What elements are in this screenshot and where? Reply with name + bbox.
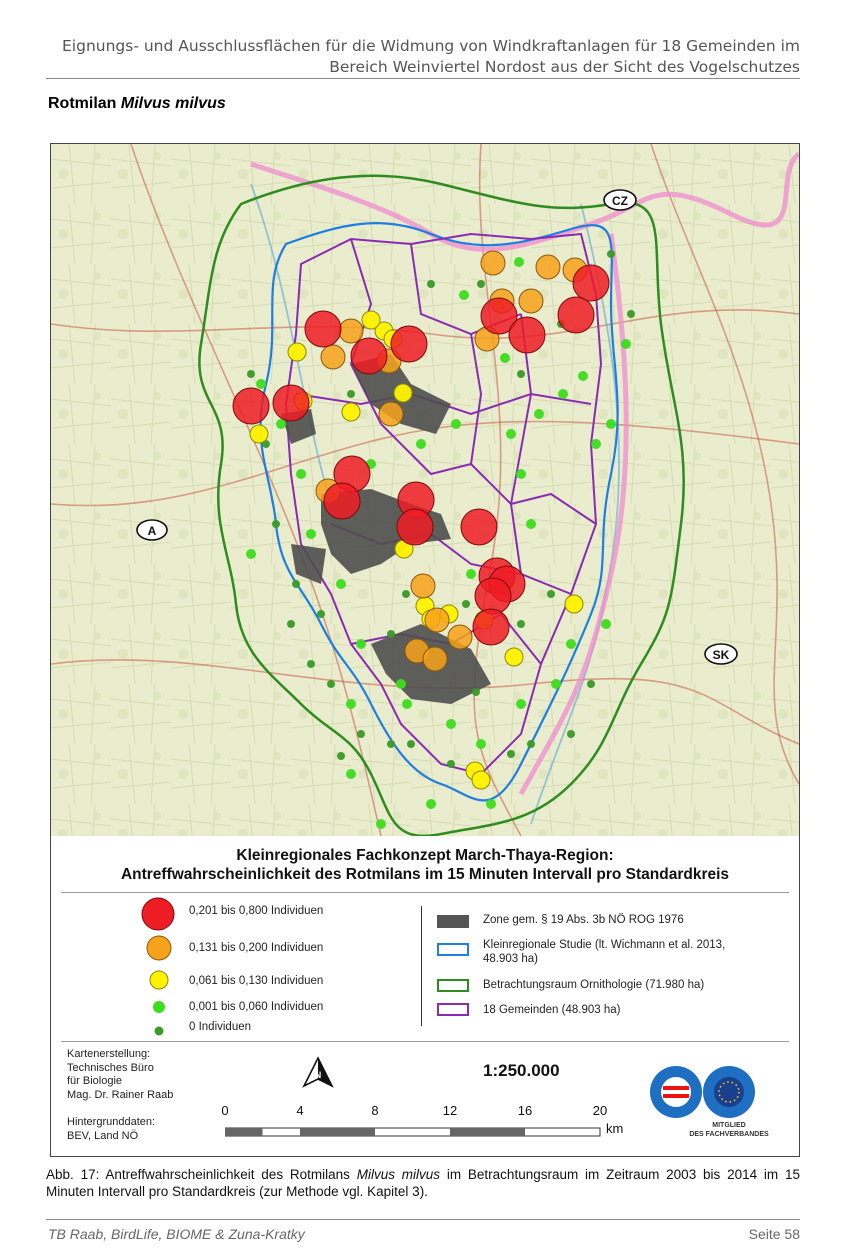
observation-point: [396, 679, 406, 689]
logo-caption: [679, 1122, 779, 1139]
caption-part-2: im Betrachtungsraum im Zeitraum 2003 bis 2014 im 15 Minuten Intervall pro Standardkreis (zur Methode vgl. Kapitel 3).: [46, 1167, 800, 1199]
observation-point: [247, 370, 255, 378]
observation-point: [627, 310, 635, 318]
observation-point: [534, 409, 544, 419]
observation-point: [461, 509, 497, 545]
observation-point: [233, 388, 269, 424]
legend-label-class-4: 0,001 bis 0,060 Individuen: [189, 1001, 324, 1013]
map-canvas: [51, 144, 799, 836]
observation-point: [601, 619, 611, 629]
country-badge-sk: [705, 644, 737, 664]
header-divider: [46, 78, 800, 79]
section-title: [48, 95, 226, 113]
observation-point: [591, 439, 601, 449]
map-credit: [67, 1048, 173, 1102]
north-arrow-icon: [301, 1056, 335, 1095]
observation-point: [526, 519, 536, 529]
observation-point: [517, 370, 525, 378]
section-title-plain: Rotmilan: [48, 95, 121, 112]
scale-unit: km: [606, 1121, 624, 1136]
legend-title: [51, 846, 799, 884]
observation-point: [356, 639, 366, 649]
observation-point: [327, 680, 335, 688]
legend-symbol-dark-green: [154, 1023, 164, 1041]
observation-point: [425, 608, 449, 632]
country-badge-cz: [604, 190, 636, 210]
legend-divider: [61, 892, 789, 893]
observation-point: [567, 730, 575, 738]
observation-point: [346, 769, 356, 779]
legend-footer-divider: [61, 1041, 789, 1042]
observation-point: [250, 425, 268, 443]
legend-label-class-5: 0 Individuen: [189, 1021, 252, 1033]
observation-point: [516, 469, 526, 479]
observation-point: [547, 590, 555, 598]
observation-point: [336, 579, 346, 589]
observation-point: [606, 419, 616, 429]
observation-point: [402, 590, 410, 598]
observation-point: [423, 647, 447, 671]
observation-point: [273, 385, 309, 421]
legend-swatch-zone: [437, 915, 469, 928]
observation-point: [578, 371, 588, 381]
observation-point: [607, 250, 615, 258]
observation-point: [317, 610, 325, 618]
scale-tick-8: 8: [371, 1103, 379, 1118]
map-svg: [51, 144, 799, 836]
legend-symbol-light-green: [152, 1000, 166, 1019]
observation-point: [324, 483, 360, 519]
legend-label-gemeinden: 18 Gemeinden (48.903 ha): [483, 1004, 621, 1016]
scale-tick-20: 20: [592, 1103, 608, 1118]
observation-point: [587, 680, 595, 688]
figure-caption: [46, 1166, 800, 1200]
observation-point: [500, 353, 510, 363]
observation-point: [514, 257, 524, 267]
logo-caption-line-2: DES FACHVERBANDES: [689, 1130, 769, 1138]
scale-ratio: 1:250.000: [483, 1061, 560, 1080]
credit-line-3: für Biologie: [67, 1075, 123, 1087]
observation-point: [387, 740, 395, 748]
observation-point: [566, 639, 576, 649]
scale-tick-4: 4: [296, 1103, 304, 1118]
observation-point: [337, 752, 345, 760]
observation-point: [517, 620, 525, 628]
footer-authors: TB Raab, BirdLife, BIOME & Zuna-Kratky: [48, 1226, 305, 1242]
legend-swatch-betrachtungsraum: [437, 979, 469, 992]
observation-point: [426, 799, 436, 809]
legend-title-line-1: Kleinregionales Fachkonzept March-Thaya-Region:: [236, 847, 614, 864]
observation-point: [509, 317, 545, 353]
observation-point: [272, 520, 280, 528]
observation-point: [296, 469, 306, 479]
legend-swatch-gemeinden: [437, 1003, 469, 1016]
header-line-1: Eignungs- und Ausschlussflächen für die Widmung von Windkraftanlagen für 18 Gemeinden im: [62, 37, 800, 55]
legend-label-class-2: 0,131 bis 0,200 Individuen: [189, 942, 324, 954]
observation-point: [451, 419, 461, 429]
legend-symbol-orange: [146, 935, 172, 966]
observation-point: [407, 740, 415, 748]
scale-tick-0: 0: [221, 1103, 229, 1118]
observation-point: [527, 740, 535, 748]
observation-point: [447, 760, 455, 768]
observation-point: [462, 600, 470, 608]
legend-title-line-2: Antreffwahrscheinlichkeit des Rotmilans im 15 Minuten Intervall pro Standardkreis: [120, 866, 730, 883]
observation-point: [476, 739, 486, 749]
observation-point: [621, 339, 631, 349]
section-title-species: Milvus milvus: [120, 95, 226, 112]
caption-species: Milvus milvus: [356, 1167, 441, 1182]
credit-line-2: Technisches Büro: [67, 1061, 154, 1074]
legend-label-class-3: 0,061 bis 0,130 Individuen: [189, 975, 324, 987]
legend-symbol-red: [140, 896, 176, 937]
observation-point: [473, 609, 509, 645]
observation-point: [505, 648, 523, 666]
observation-point: [256, 379, 266, 389]
footer-page-number: Seite 58: [748, 1226, 800, 1242]
observation-point: [292, 580, 300, 588]
header-line-2: Bereich Weinviertel Nordost aus der Sicht des Vogelschutzes: [329, 58, 800, 76]
observation-point: [565, 595, 583, 613]
country-label-a: A: [147, 524, 157, 538]
observation-point: [287, 620, 295, 628]
observation-point: [305, 311, 341, 347]
observation-point: [507, 750, 515, 758]
observation-point: [472, 771, 490, 789]
observation-point: [446, 719, 456, 729]
country-label-sk: SK: [712, 648, 730, 662]
observation-point: [346, 699, 356, 709]
observation-point: [411, 574, 435, 598]
observation-point: [402, 699, 412, 709]
observation-point: [558, 389, 568, 399]
credit-line-1: Kartenerstellung:: [67, 1048, 151, 1060]
country-badge-a: [137, 520, 167, 540]
observation-point: [486, 799, 496, 809]
observation-point: [387, 630, 395, 638]
caption-part-1: Abb. 17: Antreffwahrscheinlichkeit des Rotmilans: [46, 1167, 357, 1182]
observation-point: [379, 402, 403, 426]
page-header: [46, 36, 800, 78]
legend-label-betrachtungsraum: Betrachtungsraum Ornithologie (71.980 ha): [483, 979, 705, 991]
credit-line-5: Hintergrunddaten:: [67, 1116, 156, 1128]
observation-point: [427, 280, 435, 288]
observation-point: [357, 730, 365, 738]
observation-point: [376, 819, 386, 829]
observation-point: [519, 289, 543, 313]
observation-point: [536, 255, 560, 279]
observation-point: [448, 625, 472, 649]
observation-point: [481, 251, 505, 275]
observation-point: [276, 419, 286, 429]
observation-point: [516, 699, 526, 709]
credit-line-4: Mag. Dr. Rainer Raab: [67, 1088, 174, 1101]
footer-divider: [46, 1219, 800, 1220]
observation-point: [506, 429, 516, 439]
map-figure: [50, 143, 800, 1157]
observation-point: [362, 311, 380, 329]
observation-point: [477, 280, 485, 288]
legend-label-class-1: 0,201 bis 0,800 Individuen: [189, 905, 324, 917]
observation-point: [472, 688, 480, 696]
observation-point: [466, 569, 476, 579]
observation-point: [397, 509, 433, 545]
logo-caption-line-1: MITGLIED: [712, 1122, 746, 1129]
observation-point: [321, 345, 345, 369]
observation-point: [394, 384, 412, 402]
scale-bar: [225, 1124, 605, 1142]
legend-swatch-studie: [437, 943, 469, 956]
observation-point: [342, 403, 360, 421]
observation-point: [475, 578, 511, 614]
fachverband-logo-icon: [643, 1064, 763, 1127]
observation-point: [391, 326, 427, 362]
country-label-cz: CZ: [612, 194, 628, 208]
observation-point: [551, 679, 561, 689]
scale-tick-12: 12: [442, 1103, 458, 1118]
observation-point: [459, 290, 469, 300]
observation-point: [288, 343, 306, 361]
legend-symbol-yellow: [149, 970, 169, 995]
observation-point: [339, 319, 363, 343]
observation-point: [351, 338, 387, 374]
observation-point: [307, 660, 315, 668]
credit-line-6: BEV, Land NÖ: [67, 1129, 139, 1142]
scale-tick-16: 16: [517, 1103, 533, 1118]
map-data-source: [67, 1116, 155, 1143]
observation-point: [573, 265, 609, 301]
legend-label-zone: Zone gem. § 19 Abs. 3b NÖ ROG 1976: [483, 914, 684, 926]
observation-point: [347, 390, 355, 398]
legend-column-divider: [421, 906, 422, 1026]
observation-point: [246, 549, 256, 559]
svg-text:N: N: [314, 1070, 322, 1080]
legend-label-studie: Kleinregionale Studie (lt. Wichmann et al. 2013, 48.903 ha): [483, 939, 726, 965]
observation-point: [558, 297, 594, 333]
observation-point: [416, 439, 426, 449]
observation-point: [306, 529, 316, 539]
